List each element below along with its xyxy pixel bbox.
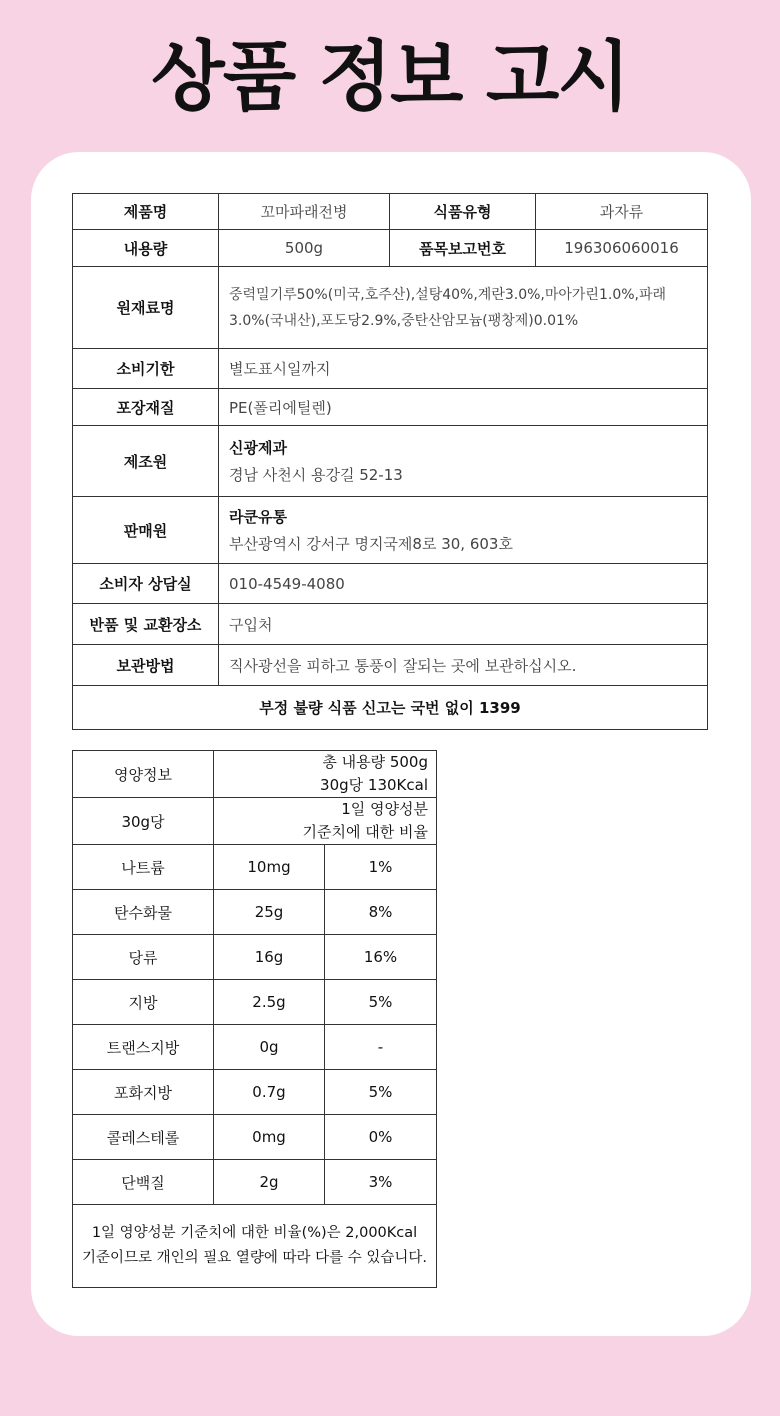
expiry-value: 별도표시일까지 bbox=[219, 349, 708, 389]
ingredients-value bbox=[219, 267, 708, 349]
nutrient-amount: 0.7g bbox=[214, 1070, 325, 1115]
nutrient-percent: 3% bbox=[325, 1160, 437, 1205]
per-serving-label: 30g당 bbox=[73, 798, 214, 845]
nutrient-percent: 1% bbox=[325, 845, 437, 890]
product-name-label: 제품명 bbox=[73, 194, 219, 230]
nutrition-note-line-1: 1일 영양성분 기준치에 대한 비율(%)은 2,000Kcal bbox=[91, 1225, 418, 1241]
table-row bbox=[73, 349, 708, 389]
table-row bbox=[73, 1205, 437, 1288]
nutrient-amount: 2.5g bbox=[214, 980, 325, 1025]
nutrient-percent: - bbox=[325, 1025, 437, 1070]
nutrient-name: 콜레스테롤 bbox=[73, 1115, 214, 1160]
table-row bbox=[73, 686, 708, 730]
nutrient-amount: 0mg bbox=[214, 1115, 325, 1160]
report-no-value: 196306060016 bbox=[536, 230, 708, 267]
table-row bbox=[73, 1070, 437, 1115]
table-row bbox=[73, 230, 708, 267]
ingredients-line-2: 3.0%(국내산),포도당2.9%,중탄산암모늄(팽창제)0.01% bbox=[229, 312, 579, 329]
nutrient-name: 지방 bbox=[73, 980, 214, 1025]
nutrient-name: 포화지방 bbox=[73, 1070, 214, 1115]
return-label: 반품 및 교환장소 bbox=[73, 604, 219, 645]
storage-label: 보관방법 bbox=[73, 645, 219, 686]
manufacturer-address: 경남 사천시 용강길 52-13 bbox=[229, 466, 403, 484]
consumer-phone: 010-4549-4080 bbox=[219, 564, 708, 604]
table-row bbox=[73, 267, 708, 349]
seller-name: 라쿤유통 bbox=[229, 508, 287, 526]
nutrition-header-label: 영양정보 bbox=[73, 751, 214, 798]
volume-label: 내용량 bbox=[73, 230, 219, 267]
total-volume: 총 내용량 500g bbox=[322, 753, 428, 771]
packaging-label: 포장재질 bbox=[73, 389, 219, 426]
table-row bbox=[73, 194, 708, 230]
manufacturer-name: 신광제과 bbox=[229, 439, 287, 457]
table-row bbox=[73, 645, 708, 686]
return-place: 구입처 bbox=[219, 604, 708, 645]
nutrient-name: 당류 bbox=[73, 935, 214, 980]
table-row bbox=[73, 426, 708, 497]
seller-value bbox=[219, 497, 708, 564]
table-row bbox=[73, 1160, 437, 1205]
nutrient-percent: 0% bbox=[325, 1115, 437, 1160]
nutrition-table bbox=[72, 750, 437, 1288]
per-serving-kcal: 30g당 130Kcal bbox=[320, 776, 428, 794]
nutrient-amount: 2g bbox=[214, 1160, 325, 1205]
report-footer: 부정 불량 식품 신고는 국번 없이 1399 bbox=[73, 686, 708, 730]
table-row bbox=[73, 389, 708, 426]
product-info-table bbox=[72, 193, 708, 730]
nutrient-amount: 10mg bbox=[214, 845, 325, 890]
table-row bbox=[73, 1025, 437, 1070]
table-row bbox=[73, 890, 437, 935]
table-row bbox=[73, 564, 708, 604]
daily-ratio-line-1: 1일 영양성분 bbox=[341, 800, 428, 818]
table-row bbox=[73, 798, 437, 845]
seller-label: 판매원 bbox=[73, 497, 219, 564]
nutrient-name: 나트륨 bbox=[73, 845, 214, 890]
nutrient-percent: 5% bbox=[325, 1070, 437, 1115]
nutrient-name: 단백질 bbox=[73, 1160, 214, 1205]
food-type-label: 식품유형 bbox=[390, 194, 536, 230]
nutrition-header-value bbox=[214, 751, 437, 798]
volume-value: 500g bbox=[219, 230, 390, 267]
table-row bbox=[73, 751, 437, 798]
page-title: 상품 정보 고시 bbox=[151, 32, 629, 121]
table-row bbox=[73, 980, 437, 1025]
nutrient-amount: 25g bbox=[214, 890, 325, 935]
daily-ratio-line-2: 기준치에 대한 비율 bbox=[302, 823, 428, 841]
nutrient-amount: 0g bbox=[214, 1025, 325, 1070]
manufacturer-label: 제조원 bbox=[73, 426, 219, 497]
expiry-label: 소비기한 bbox=[73, 349, 219, 389]
nutrient-name: 탄수화물 bbox=[73, 890, 214, 935]
table-row bbox=[73, 935, 437, 980]
food-type-value: 과자류 bbox=[536, 194, 708, 230]
nutrition-note bbox=[73, 1205, 437, 1288]
product-name-value: 꼬마파래전병 bbox=[219, 194, 390, 230]
table-row bbox=[73, 1115, 437, 1160]
nutrient-percent: 16% bbox=[325, 935, 437, 980]
consumer-label: 소비자 상담실 bbox=[73, 564, 219, 604]
table-row bbox=[73, 604, 708, 645]
manufacturer-value bbox=[219, 426, 708, 497]
ingredients-label: 원재료명 bbox=[73, 267, 219, 349]
table-row bbox=[73, 497, 708, 564]
nutrient-percent: 5% bbox=[325, 980, 437, 1025]
packaging-value: PE(폴리에틸렌) bbox=[219, 389, 708, 426]
nutrient-name: 트랜스지방 bbox=[73, 1025, 214, 1070]
table-row bbox=[73, 845, 437, 890]
nutrition-note-line-2: 기준이므로 개인의 필요 열량에 따라 다를 수 있습니다. bbox=[81, 1250, 428, 1266]
storage-value: 직사광선을 피하고 통풍이 잘되는 곳에 보관하십시오. bbox=[219, 645, 708, 686]
info-card bbox=[31, 152, 751, 1336]
report-no-label: 품목보고번호 bbox=[390, 230, 536, 267]
daily-ratio-header bbox=[214, 798, 437, 845]
nutrient-amount: 16g bbox=[214, 935, 325, 980]
seller-address: 부산광역시 강서구 명지국제8로 30, 603호 bbox=[229, 535, 513, 553]
nutrient-percent: 8% bbox=[325, 890, 437, 935]
ingredients-line-1: 중력밀기루50%(미국,호주산),설탕40%,계란3.0%,마아가린1.0%,파래 bbox=[229, 286, 667, 303]
